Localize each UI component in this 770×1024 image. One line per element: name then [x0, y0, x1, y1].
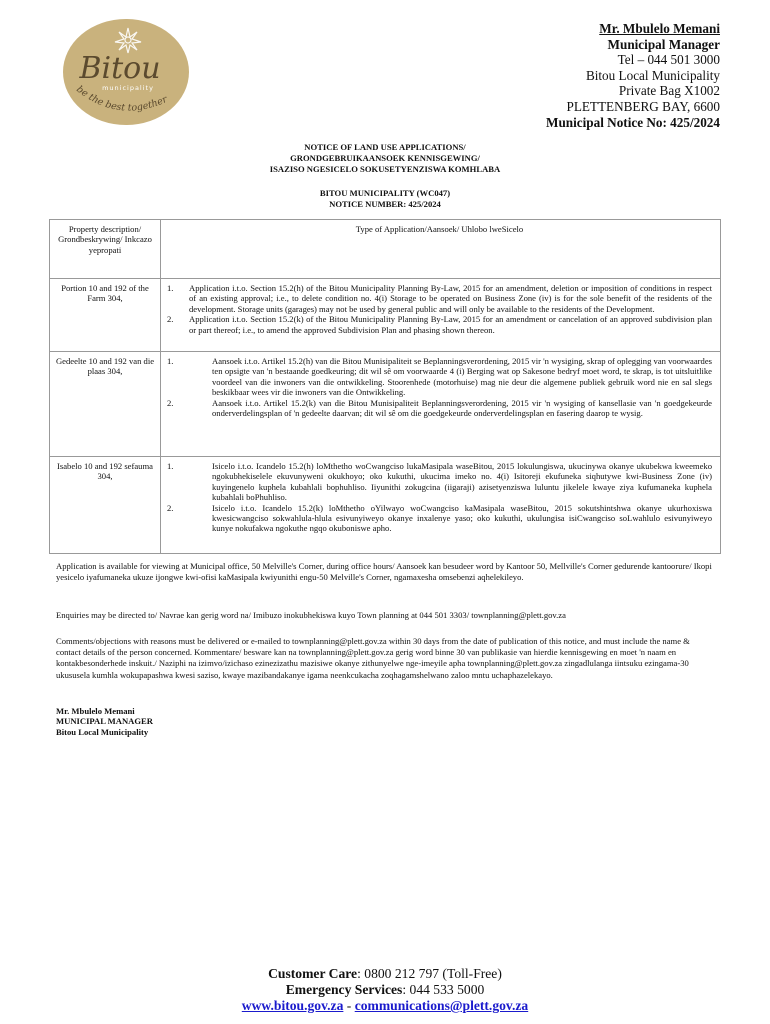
signature-role: MUNICIPAL MANAGER — [56, 716, 153, 727]
notice-number-title: NOTICE NUMBER: 425/2024 — [329, 199, 441, 209]
item-text: Application i.t.o. Section 15.2(k) of the Bitou Municipality Planning By-Law, 2015 for an amendment or cancelation of an approved subdivision plan or part thereof; i.e., to amend the approved Subdivision Plan and phasing shown thereon. — [189, 314, 712, 335]
customer-care-line — [0, 966, 770, 982]
item-text: Application i.t.o. Section 15.2(h) of the Bitou Municipality Planning By-Law, 2015 for an amendment, deletion or imposition of conditions in respect of an existing approval; i.e., to delete condition no. 4(i) Storage to be operated on Business Zone (iv) is for the sole benefit of the residents of the development. Storage units (garages) may not be used by general public and will only be available to the residents of the Development. — [189, 283, 712, 314]
signature-org: Bitou Local Municipality — [56, 726, 149, 737]
table-row — [50, 279, 721, 352]
footer — [0, 966, 770, 1014]
emergency-label: Emergency Services — [285, 982, 403, 997]
table-row — [50, 457, 721, 554]
row-types — [161, 279, 721, 352]
logo-wordmark: Bitou — [79, 51, 161, 86]
item-text: Aansoek i.t.o. Artikel 15.2(h) van die Bitou Munisipaliteit se Beplanningsverordening, 2015 vir 'n wysiging, skrap of oplegging van voorwaardes ten opsigte van 'n bestaande goedkeuring; dit wil sê om voorwaarde 4 (i) Berging wat op Sakesone bedryf moet word, te skrap, is tot uitsluitlike voordeel van die inwoners van die ontwikkeling. Stoorenhede (motorhuise) mag nie deur die algemene publiek gebruik word nie en sal slegs beskikbaar wees vir die inwoners van die Ontwikkeling. — [212, 356, 712, 398]
municipality-title: BITOU MUNICIPALITY (WC047) — [319, 188, 451, 198]
title-line-2: GRONDGEBRUIKAANSOEK KENNISGEWING/ — [290, 153, 480, 163]
table-header-row — [50, 220, 721, 279]
table-row — [50, 352, 721, 457]
contact-tel: Tel – 044 501 3000 — [617, 52, 720, 68]
comments-paragraph: Comments/objections with reasons must be delivered or e-mailed to townplanning@plett.gov.za within 30 days from the date of publication of this notice, and must include the name & contact details of the person concerned. Kommentare/ besware kan na townplanning@plett.gov.za gerig word binne 30 van publikasie van hierdie kennisgewing en moet 'n naam en kontakbesonderhede inskuit./ Naziphi na izimvo/izichaso ezinezizathu mazisiwe okanye zithunyelwe nge-imeyile apha townplanning@plett.gov.za zingadlulanga iintsuku ezingama-30 ukususela kumhla wokupapashwa kwesi saziso, kwaye mazibandakanye igama neenkcukacha zoqhagamshelwano zaloo mntu uchaphazelekayo. — [56, 636, 690, 680]
list-item — [167, 356, 712, 398]
row-types — [161, 457, 721, 554]
item-number: 2. — [167, 314, 174, 325]
logo-motto: be the best together — [74, 83, 169, 114]
item-text: Aansoek i.t.o. Artikel 15.2(k) van die Bitou Munisipaliteit Beplanningsverordening, 2015 vir 'n wysiging of kansellasie van 'n goedgekeurde onderverdelingsplan of 'n gedeelte daarvan; dit wil sê om die goedgekeurde onderverdelingsplan en fasering daarop te wysig. — [212, 397, 712, 419]
list-item — [167, 461, 712, 503]
title-line-3: ISAZISO NGESICELO SOKUSETYENZISWA KOMHLABA — [269, 164, 501, 174]
contact-org: Bitou Local Municipality — [585, 67, 720, 83]
item-number: 1. — [167, 461, 174, 471]
availability-paragraph: Application is available for viewing at Municipal office, 50 Melville's Corner, during office hours/ Aansoek kan besudeer word by Kantoor 50, Mellville's Corner gedurende kantoorure/ Ikopi yesicelo iyafumaneka ukuze ijongwe kwi-ofisi kaMasipala kwiyunithi engu-50 Melville's Corner, ngamaxesha omsebenzi aqhelekileyo. — [56, 561, 712, 583]
contact-block — [546, 21, 720, 130]
customer-care-label: Customer Care — [268, 966, 358, 981]
bitou-logo — [62, 18, 190, 126]
signature-name: Mr. Mbulelo Memani — [56, 706, 135, 716]
logo-sub: municipality — [102, 84, 154, 92]
list-item — [167, 314, 712, 335]
contact-bag: Private Bag X1002 — [618, 83, 720, 99]
row-property: Isabelo 10 and 192 sefauma 304, — [50, 457, 161, 554]
item-text: Isicelo i.t.o. Icandelo 15.2(k) loMthetho oYilwayo woCwangciso kaMasipala waseBitou, 2015 sokutshintshwa okanye ukurhoxiswa kwesicwangciso sokwahlula-hlula esivunyiweyo okanye inxalenye yaso; oko kukuthi, ukulungisa isiCwangciso soLwahlulo esivunyiweyo kunye nokufakwa ngokuthe ngqo okuboniswe apho. — [212, 502, 712, 534]
item-text: Isicelo i.t.o. Icandelo 15.2(h) loMthetho woCwangciso lukaMasipala waseBitou, 2015 lokulungiswa, ukucinywa okanye ukubekwa kweemeko ngokubhekiselele ekuvunyweni okukhoyo; oko kukuthi, ukucima imeko no. 4(i) Isitoreji ekufuneka siqhutywe kwi-Business Zone (iv) kuyingenelo kuphela kubahlali bophuhliso. Iiyunithi zokugcina (iigaraji) azisetyenziswa luluntu jikelele kwaye ziya kufumaneka kuphela kubahlali boPhuhliso. — [212, 461, 712, 503]
links-separator: - — [343, 998, 355, 1013]
customer-care-value: : 0800 212 797 (Toll-Free) — [357, 966, 502, 981]
item-number: 1. — [167, 356, 174, 366]
website-link[interactable]: www.bitou.gov.za — [241, 998, 344, 1013]
emergency-line — [0, 982, 770, 998]
contact-city: PLETTENBERG BAY, 6600 — [566, 98, 720, 114]
notice-subtitle — [0, 188, 770, 210]
signature-block — [56, 706, 153, 737]
contact-name: Mr. Mbulelo Memani — [599, 21, 720, 36]
item-number: 1. — [167, 283, 174, 293]
contact-notice-number: Municipal Notice No: 425/2024 — [546, 114, 720, 130]
header-property: Property description/ Grondbeskrywing/ Inkcazo yepropati — [50, 220, 161, 279]
row-property: Gedeelte 10 and 192 van die plaas 304, — [50, 352, 161, 457]
links-line — [0, 998, 770, 1014]
row-property: Portion 10 and 192 of the Farm 304, — [50, 279, 161, 352]
row-types — [161, 352, 721, 457]
item-number: 2. — [167, 397, 174, 408]
header-type: Type of Application/Aansoek/ Uhlobo lweSicelo — [161, 220, 721, 279]
contact-role: Municipal Manager — [607, 36, 720, 52]
applications-table — [49, 219, 721, 554]
list-item — [167, 283, 712, 314]
list-item — [167, 503, 712, 534]
enquiries-paragraph: Enquiries may be directed to/ Navrae kan gerig word na/ Imibuzo inokubhekiswa kuyo Town planning at 044 501 3303/ townplanning@plett.gov.za — [56, 610, 566, 620]
emergency-value: : 044 533 5000 — [402, 982, 485, 997]
item-number: 2. — [167, 502, 174, 513]
list-item — [167, 398, 712, 419]
email-link[interactable]: communications@plett.gov.za — [354, 998, 529, 1013]
title-line-1: NOTICE OF LAND USE APPLICATIONS/ — [304, 142, 466, 152]
notice-title — [0, 142, 770, 175]
